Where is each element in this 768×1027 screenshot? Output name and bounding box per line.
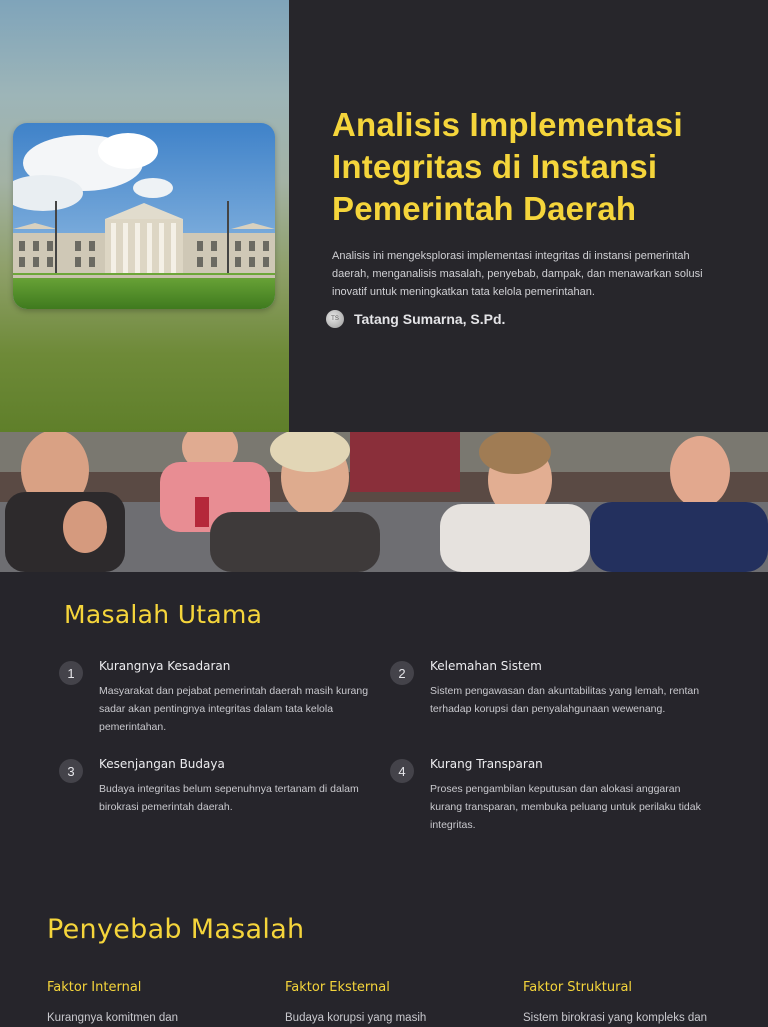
number-badge: 3 — [59, 759, 83, 783]
government-building-image — [13, 123, 275, 309]
number-badge: 4 — [390, 759, 414, 783]
hero-backdrop — [0, 0, 289, 432]
factor-title: Faktor Struktural — [523, 980, 633, 995]
penyebab-heading: Penyebab Masalah — [47, 914, 305, 945]
factor-item — [523, 980, 738, 1027]
page-title: Analisis Implementasi Integritas di Instansi Pemerintah Daerah — [332, 106, 683, 227]
hero-section — [0, 0, 768, 432]
factor-title: Faktor Eksternal — [285, 980, 390, 995]
number-badge: 1 — [59, 661, 83, 685]
masalah-heading: Masalah Utama — [64, 600, 263, 629]
group-discussion-image — [0, 432, 768, 572]
factor-item — [285, 980, 500, 1027]
hero-description: Analisis ini mengeksplorasi implementasi integritas di instansi pemerintah daerah, menganalisis masalah, penyebab, dampak, dan menawarkan solusi inovatif untuk meningkatkan tata kelola pemerintahan. — [332, 250, 703, 298]
issue-title: Kesenjangan Budaya — [99, 757, 225, 771]
factor-item — [47, 980, 262, 1027]
issue-description: Sistem pengawasan dan akuntabilitas yang lemah, rentan terhadap korupsi dan penyalahgunaan wewenang. — [430, 685, 700, 715]
factor-description: Sistem birokrasi yang kompleks dan — [523, 1012, 708, 1024]
author-byline — [326, 310, 505, 328]
issue-description: Proses pengambilan keputusan dan alokasi anggaran kurang transparan, membuka peluang untuk perilaku tidak integritas. — [430, 783, 701, 831]
issue-description: Budaya integritas belum sepenuhnya tertanam di dalam birokrasi pemerintah daerah. — [99, 783, 359, 813]
factor-description: Kurangnya komitmen dan — [47, 1012, 179, 1024]
author-name: Tatang Sumarna, S.Pd. — [354, 311, 506, 327]
issue-description: Masyarakat dan pejabat pemerintah daerah masih kurang sadar akan pentingnya integritas dalam tata kelola pemerintahan. — [99, 685, 369, 733]
factor-title: Faktor Internal — [47, 980, 142, 995]
number-badge: 2 — [390, 661, 414, 685]
issue-title: Kelemahan Sistem — [430, 659, 542, 673]
issue-title: Kurangnya Kesadaran — [99, 659, 231, 673]
factor-description: Budaya korupsi yang masih — [285, 1012, 427, 1024]
avatar: TS — [326, 310, 344, 328]
issue-title: Kurang Transparan — [430, 757, 543, 771]
